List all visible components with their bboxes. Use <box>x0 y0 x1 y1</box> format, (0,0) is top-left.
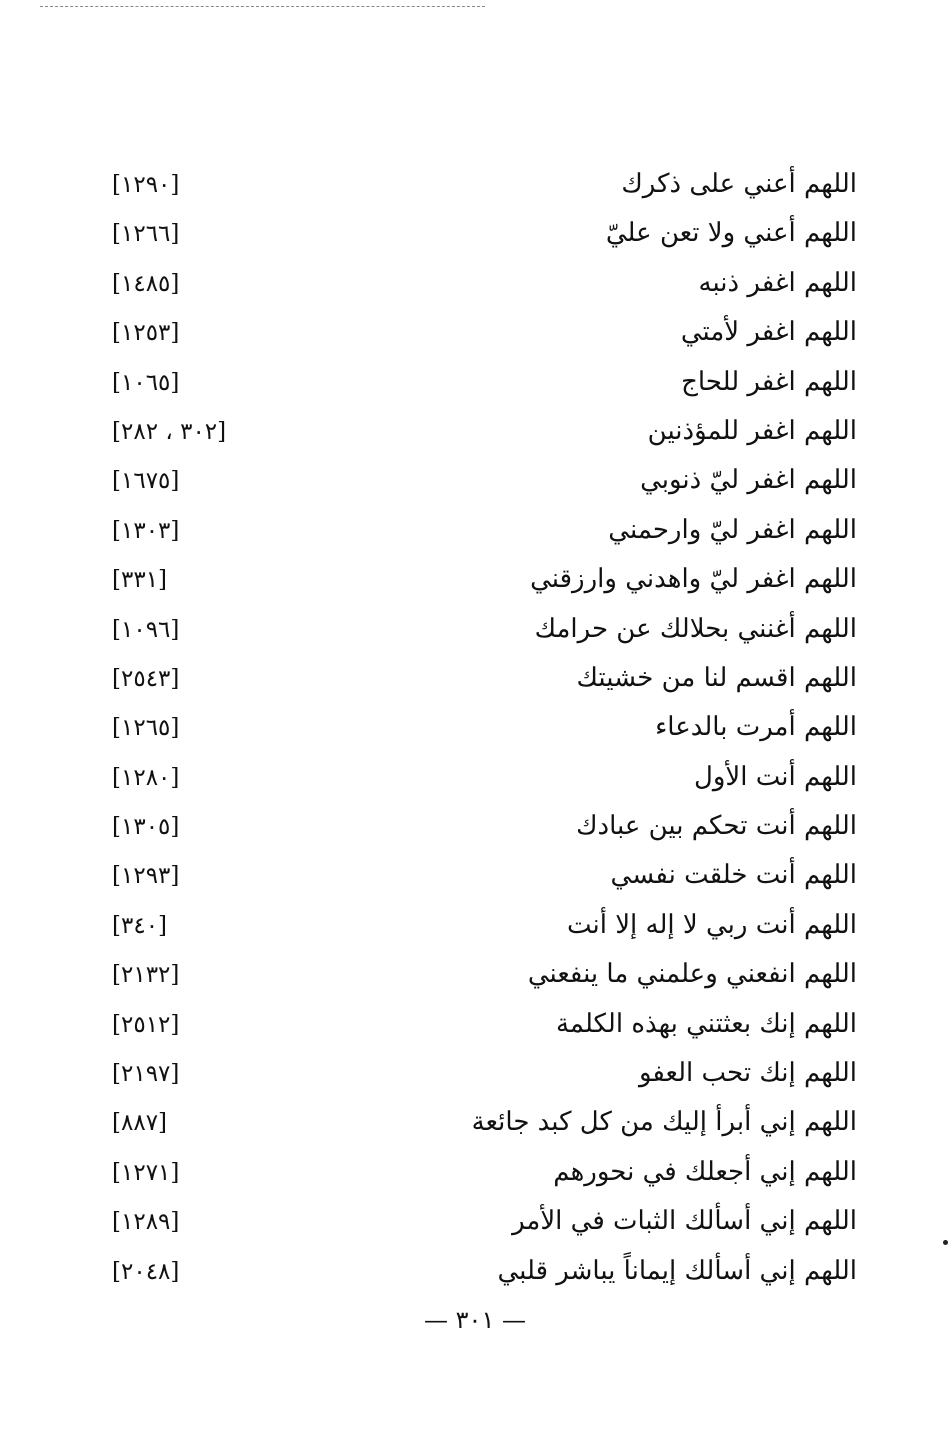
list-item <box>0 358 950 407</box>
entry-text: اللهم اغفر لأمتي <box>680 317 857 348</box>
entry-reference: [٣٣١] <box>112 567 168 594</box>
entry-reference: [١٢٥٣] <box>112 320 180 347</box>
entry-text: اللهم إني أبرأ إليك من كل كبد جائعة <box>471 1107 857 1138</box>
entry-text: اللهم إنك بعثتني بهذه الكلمة <box>555 1008 857 1039</box>
list-item <box>0 1197 950 1246</box>
list-item <box>0 308 950 357</box>
entry-text: اللهم اغفر للمؤذنين <box>647 415 857 446</box>
list-item <box>0 209 950 258</box>
entry-text: اللهم اغفر ليّ واهدني وارزقني <box>530 564 857 595</box>
entry-reference: [١٢٨٩] <box>112 1209 180 1236</box>
top-dashed-rule <box>40 6 485 9</box>
list-item <box>0 1247 950 1296</box>
entry-text: اللهم اغفر للحاج <box>681 366 857 397</box>
entry-text: اللهم أنت ربي لا إله إلا أنت <box>566 909 857 940</box>
list-item <box>0 506 950 555</box>
entry-text: اللهم أعني ولا تعن عليّ <box>605 218 857 249</box>
list-item <box>0 1098 950 1147</box>
entry-reference: [٢١٩٧] <box>112 1061 180 1088</box>
list-item <box>0 1049 950 1098</box>
hadith-index-list <box>0 160 950 1296</box>
entry-reference: [١٢٧١] <box>112 1159 180 1186</box>
list-item <box>0 950 950 999</box>
entry-text: اللهم اغفر ليّ وارحمني <box>608 514 857 545</box>
entry-reference: [١٢٨٠] <box>112 764 180 791</box>
list-item <box>0 654 950 703</box>
entry-text: اللهم إني أسألك إيماناً يباشر قلبي <box>497 1255 857 1286</box>
entry-text: اللهم اغفر ذنبه <box>698 267 857 298</box>
list-item <box>0 605 950 654</box>
entry-text: اللهم اقسم لنا من خشيتك <box>576 662 857 693</box>
list-item <box>0 802 950 851</box>
entry-reference: [١٠٩٦] <box>112 616 180 643</box>
entry-reference: [١٢٦٦] <box>112 221 180 248</box>
entry-text: اللهم أغنني بحلالك عن حرامك <box>534 613 857 644</box>
entry-reference: [٨٨٧] <box>112 1110 168 1137</box>
list-item <box>0 259 950 308</box>
entry-text: اللهم أنت الأول <box>693 761 857 792</box>
list-item <box>0 1148 950 1197</box>
entry-reference: [٣٤٠] <box>112 912 168 939</box>
list-item <box>0 753 950 802</box>
list-item <box>0 160 950 209</box>
list-item <box>0 901 950 950</box>
page-number: — ٣٠١ — <box>424 1306 526 1334</box>
entry-reference: [١٣٠٥] <box>112 814 180 841</box>
entry-text: اللهم إني أسألك الثبات في الأمر <box>512 1206 857 1237</box>
entry-text: اللهم انفعني وعلمني ما ينفعني <box>527 959 857 990</box>
entry-reference: [١٣٠٣] <box>112 517 180 544</box>
entry-reference: [١٢٩٣] <box>112 863 180 890</box>
entry-reference: [١٢٩٠] <box>112 172 180 198</box>
list-item <box>0 555 950 604</box>
entry-text: اللهم أعني على ذكرك <box>621 169 857 199</box>
entry-text: اللهم أنت خلقت نفسي <box>610 860 857 891</box>
entry-text: اللهم إنك تحب العفو <box>638 1058 857 1089</box>
list-item <box>0 407 950 456</box>
entry-reference: [٢٠٤٨] <box>112 1258 180 1285</box>
entry-text: اللهم اغفر ليّ ذنوبي <box>640 465 857 496</box>
list-item <box>0 1000 950 1049</box>
entry-reference: [٣٠٢ ، ٢٨٢] <box>112 418 227 445</box>
entry-text: اللهم أنت تحكم بين عبادك <box>576 811 857 842</box>
entry-reference: [٢٥٤٣] <box>112 665 180 692</box>
entry-reference: [١٠٦٥] <box>112 369 180 396</box>
list-item <box>0 851 950 900</box>
entry-reference: [١٤٨٥] <box>112 270 180 297</box>
entry-text: اللهم أمرت بالدعاء <box>655 712 857 743</box>
entry-reference: [٢١٣٢] <box>112 962 180 989</box>
entry-reference: [١٢٦٥] <box>112 715 180 742</box>
entry-text: اللهم إني أجعلك في نحورهم <box>553 1156 857 1187</box>
list-item <box>0 703 950 752</box>
list-item <box>0 456 950 505</box>
entry-reference: [١٦٧٥] <box>112 468 180 495</box>
entry-reference: [٢٥١٢] <box>112 1011 180 1038</box>
margin-dot <box>943 1240 948 1245</box>
